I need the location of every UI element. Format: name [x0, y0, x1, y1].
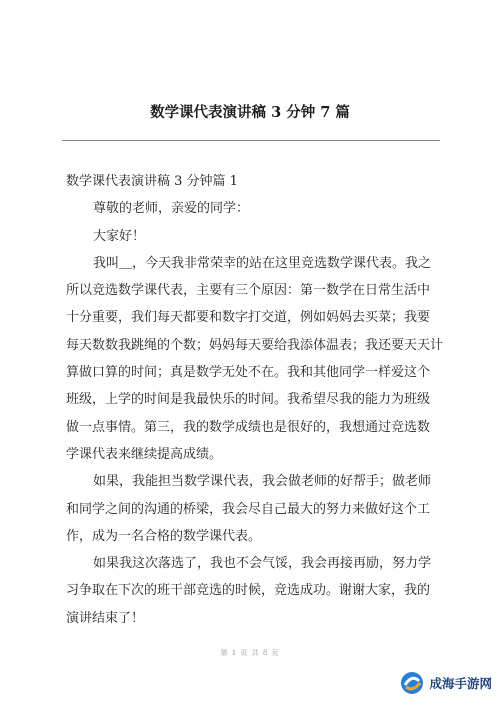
- watermark-text: 成海手游网: [429, 676, 492, 691]
- document-body: [66, 168, 442, 632]
- body-line: 所以竞选数学课代表，主要有三个原因：第一数学在日常生活中: [66, 283, 431, 299]
- body-line: 每天数数我跳绳的个数；妈妈每天要给我添体温表；我还要天天计: [66, 337, 444, 353]
- body-line: 做一点事情。第三，我的数学成绩也是很好的，我想通过竞选数: [66, 419, 431, 435]
- watermark-badge: [399, 668, 492, 698]
- document-title: 数学课代表演讲稿 3 分钟 7 篇: [150, 104, 350, 121]
- body-line: 算做口算的时间；真是数学无处不在。我和其他同学一样爱这个: [66, 365, 431, 381]
- body-line: 作，成为一名合格的数学课代表。: [66, 528, 262, 544]
- body-line: 大家好！: [93, 228, 146, 244]
- body-line: 演讲结束了！: [66, 610, 145, 626]
- body-line: 我叫＿，今天我非常荣幸的站在这里竞选数学课代表。我之: [93, 255, 432, 271]
- body-line: 班级，上学的时间是我最快乐的时间。我希望尽我的能力为班级: [66, 392, 431, 408]
- game-logo-icon: [399, 670, 425, 696]
- title-divider: [62, 140, 440, 141]
- body-line: 和同学之间的沟通的桥梁，我会尽自己最大的努力来做好这个工: [66, 501, 431, 517]
- body-line: 尊敬的老师，亲爱的同学：: [93, 201, 250, 217]
- body-line: 十分重要，我们每天都要和数字打交道，例如妈妈去买菜；我要: [66, 310, 431, 326]
- body-line: 学课代表来继续提高成绩。: [66, 446, 223, 462]
- body-line: 数学课代表演讲稿 3 分钟篇 1: [66, 174, 238, 189]
- body-line: 习争取在下次的班干部竞选的时候，竞选成功。谢谢大家，我的: [66, 583, 431, 599]
- body-line: 如果，我能担当数学课代表，我会做老师的好帮手；做老师: [93, 474, 432, 490]
- body-line: 如果我这次落选了，我也不会气馁，我会再接再励，努力学: [93, 556, 432, 572]
- page-footer: 第 1 页 共 8 页: [220, 649, 280, 657]
